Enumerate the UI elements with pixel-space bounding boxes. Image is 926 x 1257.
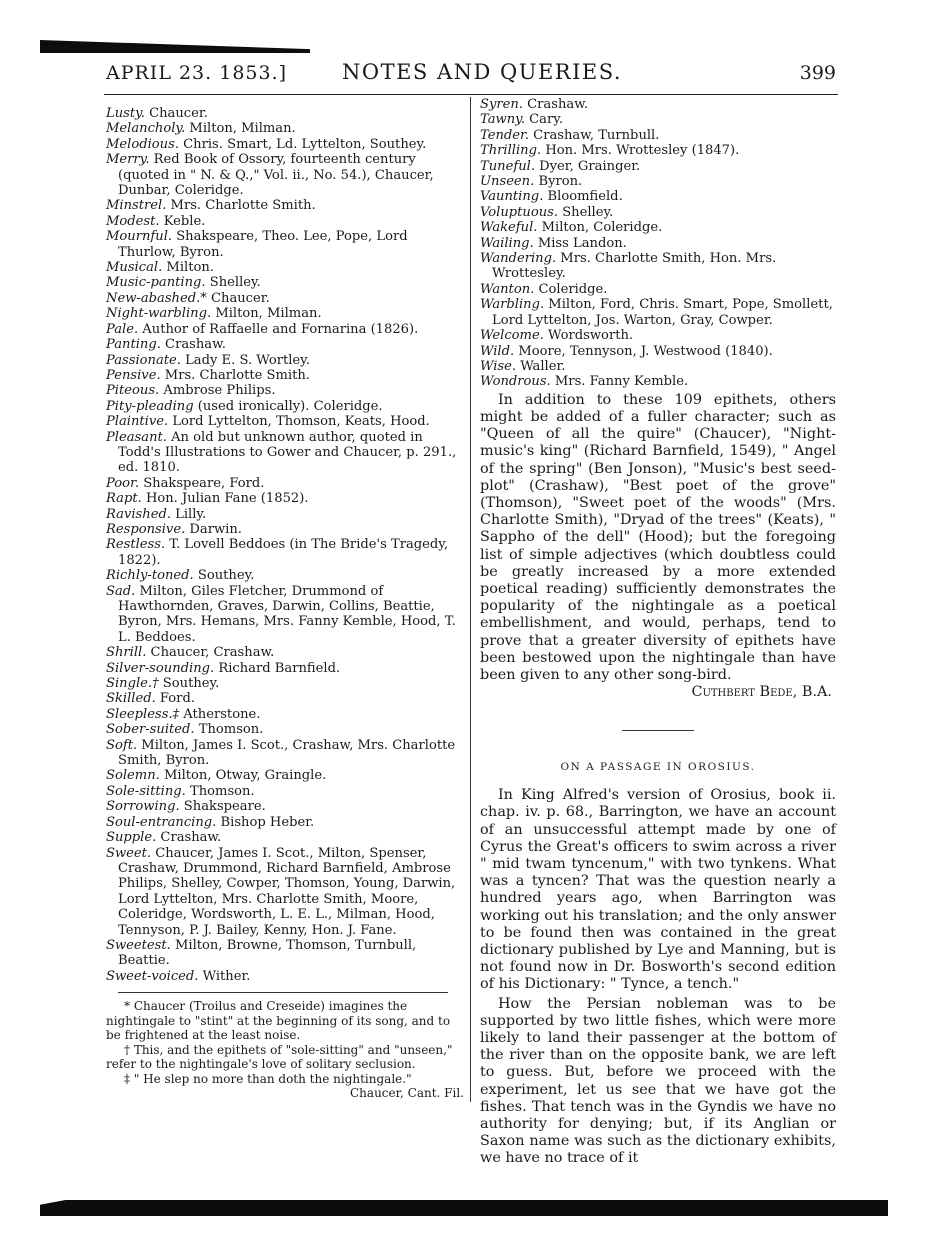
epithet-authors: Atherstone. xyxy=(179,706,261,722)
epithet-term: Musical. xyxy=(106,260,163,276)
epithet-term: Shrill. xyxy=(106,645,147,661)
epithet-term: Plaintive. xyxy=(106,414,169,430)
epithet-entry xyxy=(480,189,836,204)
right-column xyxy=(480,97,836,1168)
epithet-term: New-abashed.* xyxy=(106,290,207,306)
epithet-authors: Coleridge. xyxy=(534,281,608,297)
epithet-authors: Chaucer, Crashaw. xyxy=(146,645,275,661)
epithet-term: Wandering. xyxy=(480,251,557,267)
epithet-entry xyxy=(106,938,464,969)
epithet-term: Melancholy. xyxy=(106,121,186,137)
epithet-term: Poor. xyxy=(106,475,140,491)
epithet-entry xyxy=(106,152,464,198)
epithet-entry xyxy=(480,251,836,282)
epithet-term: Welcome. xyxy=(480,328,544,344)
epithet-term: Soft. xyxy=(106,737,138,753)
epithet-entry xyxy=(106,137,464,152)
epithet-entry xyxy=(106,322,464,337)
section-title: ON A PASSAGE IN OROSIUS. xyxy=(560,761,756,774)
epithet-entry xyxy=(480,297,836,328)
epithet-authors: Bishop Heber. xyxy=(216,814,315,830)
epithet-list-left xyxy=(106,106,464,984)
epithet-entry xyxy=(106,969,464,984)
epithet-term: Minstrel. xyxy=(106,198,167,214)
epithet-entry xyxy=(480,174,836,189)
epithet-authors: Dyer, Grainger. xyxy=(534,158,641,174)
epithet-entry xyxy=(106,691,464,706)
epithet-authors: Wither. xyxy=(198,968,251,984)
epithet-term: Tuneful. xyxy=(480,158,535,174)
bottom-printer-mark xyxy=(40,1200,888,1216)
epithet-term: Modest. xyxy=(106,213,160,229)
epithet-term: Sweet. xyxy=(106,845,152,861)
epithet-authors: Shelley. xyxy=(558,204,614,220)
epithet-authors: Mrs. Charlotte Smith. xyxy=(166,198,316,214)
epithet-term: Thrilling. xyxy=(480,143,542,159)
epithet-authors: Darwin. xyxy=(185,521,242,537)
epithet-term: Merry. xyxy=(106,152,150,168)
epithet-entry xyxy=(106,337,464,352)
epithet-term: Skilled. xyxy=(106,691,156,707)
epithet-term: Mournful. xyxy=(106,229,173,245)
epithet-authors: Bloomfield. xyxy=(543,189,623,205)
epithet-entry xyxy=(106,368,464,383)
epithet-term: Warbling. xyxy=(480,297,545,313)
footnote-3-citation: Chaucer, Cant. Fil. xyxy=(350,1086,464,1101)
epithet-authors: Ambrose Philips. xyxy=(159,383,276,399)
epithet-term: Sorrowing. xyxy=(106,799,180,815)
epithet-authors: Moore, Tennyson, J. Westwood (1840). xyxy=(514,343,773,359)
epithet-term: Tender. xyxy=(480,127,530,143)
epithet-authors: Richard Barnfield. xyxy=(214,660,341,676)
epithet-authors: Milton. xyxy=(162,260,214,276)
header-date: APRIL 23. 1853.] xyxy=(106,62,288,84)
orosius-paragraph-1: In King Alfred's version of Orosius, book ii. chap. iv. p. 68., Barrington, we have an account of an unsuccessful attempt made by one of Cyrus the Great's officers to swim across a river " mid twam tyncenum," with two tynkens. What was a tyncen? That was the question nearly a hundred years ago, when Barrington was working out his translation; and the only answer to be found then was contained in the great dictionary published by Lye and Manning, but is not found now in Dr. Bosworth's second edition of his Dictionary: " Tynce, a tench." xyxy=(480,787,836,993)
epithet-entry xyxy=(106,260,464,275)
epithet-entry xyxy=(106,722,464,737)
footnote-2: † This, and the epithets of "sole-sitting" and "unseen," refer to the nightingale's love of solitary seclusion. xyxy=(106,1042,453,1072)
epithet-authors: Mrs. Charlotte Smith, Hon. Mrs. Wrottesley. xyxy=(492,251,777,282)
epithet-term: Supple. xyxy=(106,830,157,846)
epithet-authors: Thomson. xyxy=(185,783,255,799)
epithet-authors: Ford. xyxy=(155,691,195,707)
epithet-entry xyxy=(106,645,464,660)
author-signature: Cuthbert Bede, B.A. xyxy=(691,684,832,701)
epithet-authors: Milton, Browne, Thomson, Turnbull, Beattie. xyxy=(118,937,417,969)
epithet-authors: Shakspeare, Ford. xyxy=(139,475,265,491)
epithet-entry xyxy=(106,676,464,691)
epithet-authors: Hon. Mrs. Wrottesley (1847). xyxy=(541,143,740,159)
epithet-term: Silver-sounding. xyxy=(106,660,215,676)
epithet-term: Rapt. xyxy=(106,491,142,507)
column-divider xyxy=(470,97,471,1102)
epithet-term: Sweet-voiced. xyxy=(106,968,199,984)
footnote-rule xyxy=(118,992,448,993)
orosius-paragraph-2: How the Persian nobleman was to be supported by two little fishes, which were more likely to land their passenger at the bottom of the river than on the opposite bank, we are left to guess. But, before we proceed with the experiment, let us see that we have got the fishes. That tench was in the Gyndis we have no authority for denying; but, if its Anglian or Saxon name was such as the dictionary exhibits, we have no trace of it xyxy=(480,995,836,1167)
epithet-authors: Crashaw, Turnbull. xyxy=(529,127,660,143)
closing-paragraph: In addition to these 109 epithets, others might be added of a fuller character; such as "Queen of all the quire" (Chaucer), "Night-music's king" (Richard Barnfield, 1549), " Angel of the spring" (Ben Jonson), "Music's best seed-plot" (Crashaw), "Best poet of the grove" (Thomson), "Sweet poet of the woods" (Mrs. Charlotte Smith), "Dryad of the trees" (Keats), " Sappho of the dell" (Hood); but the foregoing list of simple adjectives (which doubtless could be greatly increased by a more extended poetical reading) sufficiently demonstrates the popularity of the nightingale as a poetical embellishment, and would, perhaps, tend to prove that a greater diversity of epithets have been bestowed upon the nightingale than have been given to any other song-bird. xyxy=(480,391,836,683)
epithet-entry xyxy=(106,584,464,646)
epithet-term: Pale. xyxy=(106,321,139,337)
epithet-authors: Chaucer. xyxy=(144,106,208,121)
epithet-entry xyxy=(106,846,464,938)
top-printer-mark xyxy=(40,40,310,53)
epithet-term: Restless. xyxy=(106,537,166,553)
epithet-authors: Shakspeare. xyxy=(179,799,266,815)
epithet-authors: Lady E. S. Wortley. xyxy=(180,352,310,368)
epithet-authors: Mrs. Fanny Kemble. xyxy=(550,374,689,390)
epithet-authors: Milton, Otway, Graingle. xyxy=(159,768,327,784)
epithet-term: Single.† xyxy=(106,676,159,692)
epithet-term: Soul-entrancing. xyxy=(106,814,217,830)
header-title: NOTES AND QUERIES. xyxy=(342,60,623,84)
epithet-authors: Milton, Milman. xyxy=(185,121,296,137)
epithet-authors: Milton, Ford, Chris. Smart, Pope, Smollett, Lord Lyttelton, Jos. Warton, Gray, Cowper. xyxy=(492,297,833,328)
epithet-entry xyxy=(480,159,836,174)
epithet-entry xyxy=(106,121,464,136)
epithet-term: Richly-toned. xyxy=(106,568,194,584)
epithet-entry xyxy=(480,344,836,359)
epithet-entry xyxy=(480,143,836,158)
epithet-entry xyxy=(480,112,836,127)
epithet-entry xyxy=(106,491,464,506)
header-rule xyxy=(104,94,838,95)
epithet-term: Pleasant. xyxy=(106,429,167,445)
epithet-entry xyxy=(106,707,464,722)
epithet-entry xyxy=(106,568,464,583)
epithet-term: Vaunting. xyxy=(480,189,544,205)
epithet-term: Unseen. xyxy=(480,174,535,190)
epithet-authors: Milton, Milman. xyxy=(211,306,322,322)
epithet-authors: Milton, Coleridge. xyxy=(537,220,663,236)
footnote-1: * Chaucer (Troilus and Creseide) imagines the nightingale to "stint" at the beginning of its song, and to be frightened at the least noise. xyxy=(106,999,451,1043)
epithet-term: Voluptuous. xyxy=(480,204,559,220)
epithet-authors: Shelley. xyxy=(205,275,261,291)
epithet-entry xyxy=(480,97,836,112)
epithet-authors: An old but unknown author, quoted in Todd's Illustrations to Gower and Chaucer, p. 291., ed. 1810. xyxy=(118,429,457,476)
epithet-entry xyxy=(106,399,464,414)
epithet-authors: T. Lovell Beddoes (in The Bride's Tragedy, 1822). xyxy=(118,537,449,568)
epithet-authors: Red Book of Ossory, fourteenth century (quoted in " N. & Q.," Vol. ii., No. 54.), Chaucer, Dunbar, Coleridge. xyxy=(118,152,434,199)
epithet-entry xyxy=(480,236,836,251)
epithet-authors: (used ironically). Coleridge. xyxy=(193,398,383,414)
epithet-authors: Waller. xyxy=(516,358,566,374)
epithet-term: Sleepless.‡ xyxy=(106,706,180,722)
epithet-entry xyxy=(106,830,464,845)
epithet-authors: Southey. xyxy=(193,568,255,584)
epithet-entry xyxy=(480,359,836,374)
epithet-entry xyxy=(106,815,464,830)
epithet-entry xyxy=(106,214,464,229)
epithet-authors: Thomson. xyxy=(194,722,264,738)
epithet-term: Wanton. xyxy=(480,281,535,297)
epithet-authors: Lord Lyttelton, Thomson, Keats, Hood. xyxy=(168,414,430,430)
epithet-entry xyxy=(106,537,464,568)
epithet-authors: Miss Landon. xyxy=(533,235,627,251)
epithet-term: Solemn. xyxy=(106,768,160,784)
epithet-entry xyxy=(480,282,836,297)
section-separator xyxy=(622,730,694,731)
epithet-term: Pensive. xyxy=(106,367,161,383)
epithet-authors: Author of Raffaelle and Fornarina (1826). xyxy=(138,321,419,337)
epithet-term: Responsive. xyxy=(106,521,186,537)
epithet-term: Panting. xyxy=(106,337,161,353)
epithet-term: Wondrous. xyxy=(480,374,551,390)
epithet-term: Tawny. xyxy=(480,112,525,128)
epithet-term: Ravished. xyxy=(106,506,171,522)
epithet-entry xyxy=(106,738,464,769)
epithet-entry xyxy=(106,661,464,676)
footnote-3: ‡ " He slep no more than doth the nightingale." xyxy=(124,1071,412,1086)
epithet-entry xyxy=(106,799,464,814)
epithet-authors: Chaucer, James I. Scot., Milton, Spenser, Crashaw, Drummond, Richard Barnfield, Ambrose Philips, Shelley, Cowper, Thomson, Young, Darwin, Lord Lyttelton, Mrs. Charlotte Smith, Moore, Coleridge, Wordsworth, L. E. L., Milman, Hood, Tennyson, P. J. Bailey, Kenny, Hon. J. Fane. xyxy=(118,845,456,938)
epithet-entry xyxy=(106,229,464,260)
epithet-authors: Southey. xyxy=(158,676,220,692)
epithet-entry xyxy=(106,414,464,429)
epithet-entry xyxy=(106,275,464,290)
epithet-term: Wise. xyxy=(480,358,517,374)
epithet-entry xyxy=(106,522,464,537)
epithet-term: Sober-suited. xyxy=(106,722,195,738)
epithet-term: Syren. xyxy=(480,97,523,112)
epithet-term: Wailing. xyxy=(480,235,534,251)
epithet-entry xyxy=(106,768,464,783)
running-header xyxy=(106,60,836,90)
epithet-term: Lusty. xyxy=(106,106,145,121)
epithet-authors: Crashaw. xyxy=(160,337,226,353)
epithet-authors: Mrs. Charlotte Smith. xyxy=(160,367,310,383)
epithet-entry xyxy=(480,220,836,235)
epithet-entry xyxy=(106,291,464,306)
epithet-list-right xyxy=(480,97,836,390)
epithet-entry xyxy=(106,383,464,398)
epithet-term: Wild. xyxy=(480,343,515,359)
epithet-term: Wakeful. xyxy=(480,220,538,236)
epithet-authors: Hon. Julian Fane (1852). xyxy=(141,491,309,507)
epithet-term: Sole-sitting. xyxy=(106,783,186,799)
epithet-entry xyxy=(106,784,464,799)
epithet-entry xyxy=(480,328,836,343)
page-number: 399 xyxy=(799,62,836,84)
epithet-term: Pity-pleading xyxy=(106,398,194,414)
epithet-term: Music-panting. xyxy=(106,275,206,291)
epithet-authors: Cary. xyxy=(524,112,564,128)
epithet-entry xyxy=(106,430,464,476)
epithet-entry xyxy=(106,353,464,368)
epithet-entry xyxy=(106,306,464,321)
epithet-authors: Chaucer. xyxy=(206,290,270,306)
epithet-term: Piteous. xyxy=(106,383,160,399)
epithet-authors: Lilly. xyxy=(171,506,207,522)
epithet-authors: Milton, Giles Fletcher, Drummond of Hawthornden, Graves, Darwin, Collins, Beattie, Byron, Mrs. Hemans, Mrs. Fanny Kemble, Hood, T. L. Beddoes. xyxy=(118,583,456,645)
epithet-authors: Chris. Smart, Ld. Lyttelton, Southey. xyxy=(179,136,427,152)
epithet-entry xyxy=(106,507,464,522)
footnotes xyxy=(106,999,464,1101)
epithet-entry xyxy=(480,374,836,389)
epithet-authors: Byron. xyxy=(534,174,583,190)
epithet-entry xyxy=(106,476,464,491)
epithet-authors: Wordsworth. xyxy=(543,328,634,344)
left-column xyxy=(106,106,464,1101)
epithet-entry xyxy=(106,198,464,213)
epithet-term: Night-warbling. xyxy=(106,306,212,322)
epithet-term: Melodious. xyxy=(106,136,179,152)
epithet-term: Passionate. xyxy=(106,352,181,368)
epithet-term: Sad. xyxy=(106,583,136,599)
epithet-authors: Milton, James I. Scot., Crashaw, Mrs. Charlotte Smith, Byron. xyxy=(118,737,456,769)
epithet-entry xyxy=(480,205,836,220)
epithet-authors: Keble. xyxy=(159,213,206,229)
epithet-authors: Crashaw. xyxy=(522,97,589,112)
epithet-entry xyxy=(480,128,836,143)
epithet-term: Sweetest. xyxy=(106,937,171,953)
epithet-entry xyxy=(106,106,464,121)
epithet-authors: Shakspeare, Theo. Lee, Pope, Lord Thurlow, Byron. xyxy=(118,229,408,260)
epithet-authors: Crashaw. xyxy=(156,830,222,846)
